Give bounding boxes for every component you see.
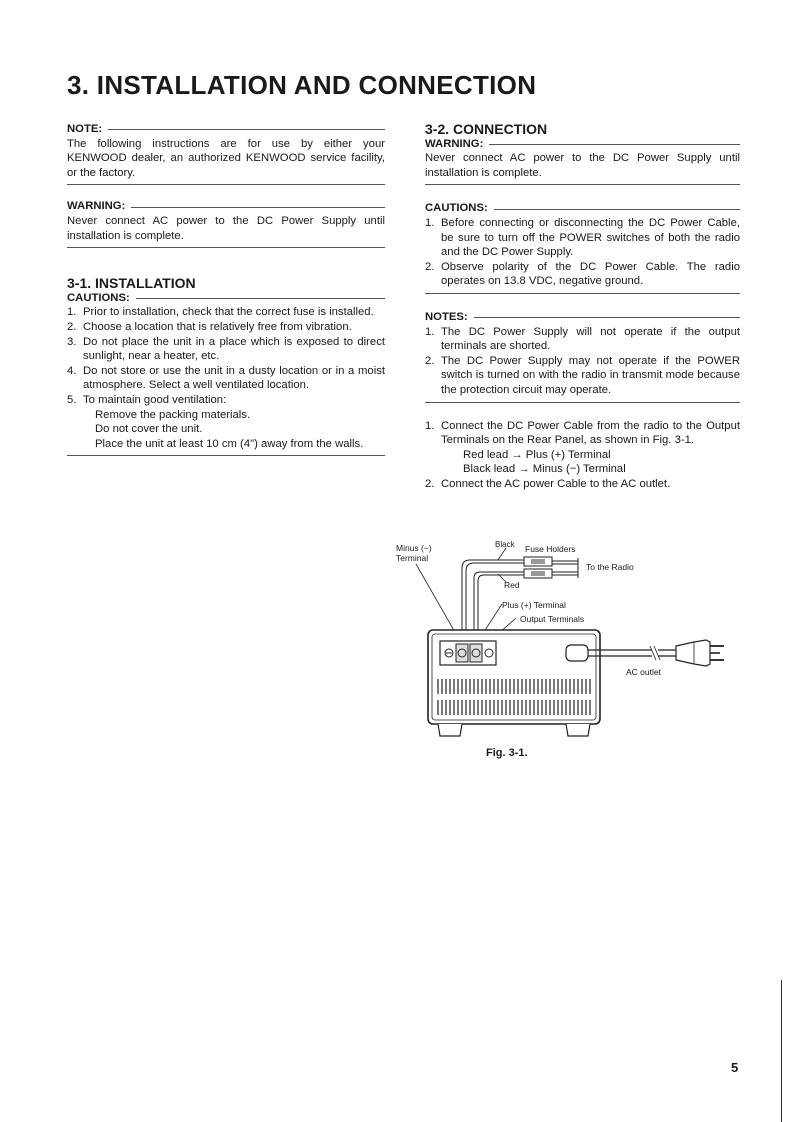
list-item: 4. Do not store or use the unit in a dusty location or in a moist atmosphere. Select a well ventilated location. bbox=[67, 364, 385, 392]
warning-text: Never connect AC power to the DC Power Supply until installation is complete. bbox=[425, 152, 740, 179]
warning-label-row bbox=[425, 137, 740, 152]
note-label: NOTE: bbox=[67, 123, 103, 135]
list-item: 2. Choose a location that is relatively free from vibration. bbox=[67, 320, 352, 333]
output-terminals-label: Output Terminals bbox=[520, 614, 585, 624]
terminal-label: Terminal bbox=[396, 553, 429, 563]
notes-list bbox=[425, 325, 740, 398]
notes-label-row bbox=[425, 310, 740, 325]
warning-label: WARNING: bbox=[67, 200, 126, 213]
to-radio-label: To the Radio bbox=[586, 562, 634, 572]
minus-terminal-label: Minus (−) bbox=[396, 543, 432, 553]
note-label-row bbox=[67, 122, 385, 137]
left-column bbox=[67, 122, 385, 456]
cautions-label: CAUTIONS: bbox=[67, 291, 130, 304]
page-edge-rule bbox=[781, 980, 782, 1122]
installation-heading: 3-1. INSTALLATION bbox=[67, 275, 196, 292]
list-item: 1. The DC Power Supply will not operate if the output terminals are shorted. bbox=[425, 325, 740, 353]
connection-steps-list bbox=[425, 419, 740, 448]
divider bbox=[425, 293, 740, 294]
cautions-label-row bbox=[67, 291, 385, 306]
warning-text: Never connect AC power to the DC Power Supply until installation is complete. bbox=[67, 214, 385, 242]
black-lead-line: Black lead → Minus (−) Terminal bbox=[463, 463, 626, 476]
connection-steps-list-continued bbox=[425, 477, 740, 492]
list-item: 2. Observe polarity of the DC Power Cable. The radio operates on 13.8 VDC, negative ground. bbox=[425, 260, 740, 288]
list-item: 2. Connect the AC power Cable to the AC outlet. bbox=[425, 477, 671, 490]
list-item: 1. Before connecting or disconnecting the DC Power Cable, be sure to turn off the POWER switches of both the radio and the DC Power Supply. bbox=[425, 216, 740, 259]
connection-cautions-list bbox=[425, 216, 740, 289]
list-item: 2. The DC Power Supply may not operate if the POWER switch is turned on with the radio in transmit mode because the protection circuit may operate. bbox=[425, 354, 740, 396]
list-item: 1. Connect the DC Power Cable from the radio to the Output Terminals on the Rear Panel, as shown in Fig. 3-1. bbox=[425, 419, 740, 447]
note-text: The following instructions are for use by either your KENWOOD dealer, an authorized KENWOOD service facility, or the factory. bbox=[67, 137, 385, 179]
power-supply-unit bbox=[428, 630, 600, 736]
divider bbox=[67, 455, 385, 456]
installation-cautions-list bbox=[67, 305, 385, 407]
notes-label: NOTES: bbox=[425, 310, 468, 323]
list-item: 5. To maintain good ventilation: bbox=[67, 393, 227, 406]
fuse-holder-icon bbox=[524, 557, 552, 578]
red-lead-line: Red lead → Plus (+) Terminal bbox=[463, 448, 611, 461]
warning-label-row bbox=[67, 199, 385, 214]
red-wire-label: Red bbox=[504, 580, 520, 590]
cautions-label-row bbox=[425, 201, 740, 216]
ventilation-line: Do not cover the unit. bbox=[95, 423, 203, 436]
ventilation-line: Place the unit at least 10 cm (4") away from the walls. bbox=[95, 437, 364, 450]
figure-caption: Fig. 3-1. bbox=[486, 747, 528, 759]
ventilation-line: Remove the packing materials. bbox=[95, 408, 251, 421]
right-column bbox=[425, 122, 740, 491]
ac-outlet-label: AC outlet bbox=[626, 667, 661, 677]
list-item: 3. Do not place the unit in a place which is exposed to direct sunlight, near a heater, etc. bbox=[67, 335, 385, 363]
divider bbox=[67, 247, 385, 248]
cautions-label: CAUTIONS: bbox=[425, 202, 488, 215]
page-title: 3. INSTALLATION AND CONNECTION bbox=[67, 70, 537, 100]
black-wire-label: Black bbox=[495, 540, 515, 549]
divider bbox=[425, 402, 740, 403]
plus-terminal-label: Plus (+) Terminal bbox=[502, 600, 566, 610]
connection-heading: 3-2. CONNECTION bbox=[425, 121, 548, 137]
ac-plug-icon bbox=[588, 640, 724, 666]
fuse-holders-label: Fuse Holders bbox=[525, 544, 576, 554]
divider bbox=[67, 184, 385, 185]
list-item: 1. Prior to installation, check that the correct fuse is installed. bbox=[67, 306, 374, 319]
connection-diagram bbox=[394, 538, 744, 738]
page-number: 5 bbox=[731, 1060, 739, 1075]
divider bbox=[425, 184, 740, 185]
warning-label: WARNING: bbox=[425, 137, 484, 150]
